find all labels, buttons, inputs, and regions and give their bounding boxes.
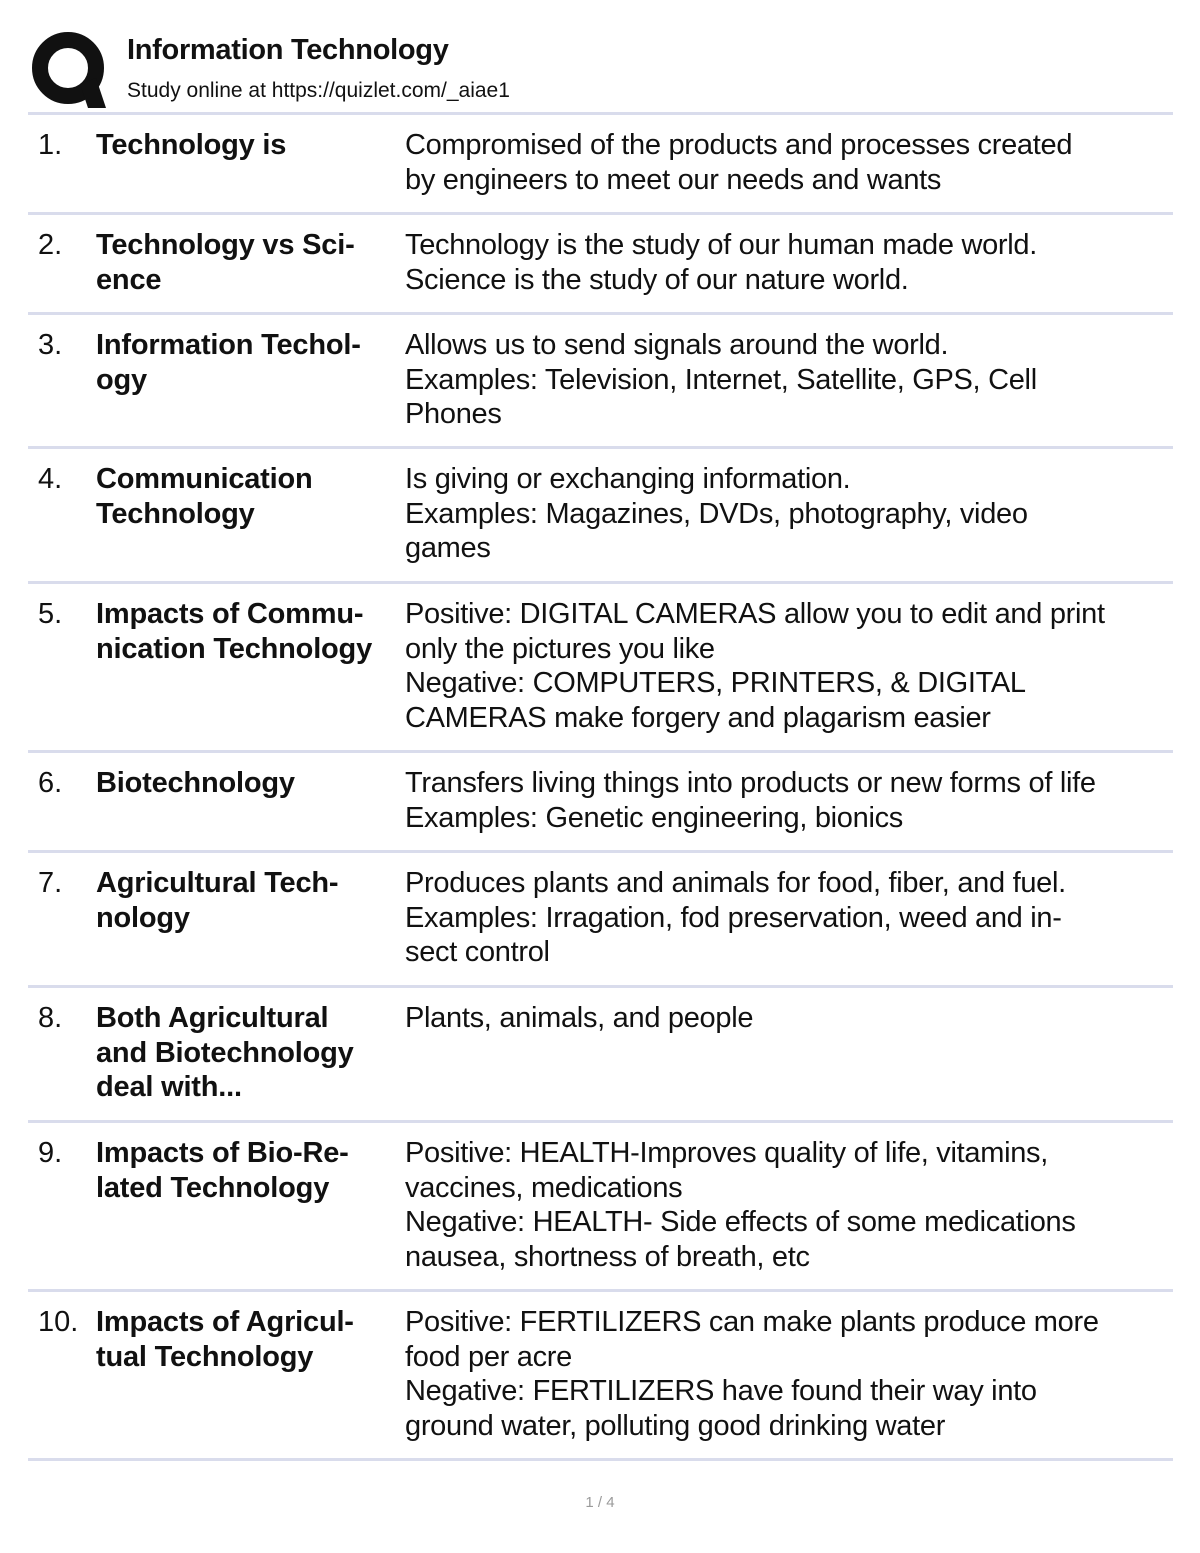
definition-cell	[405, 1305, 1170, 1443]
row-number: 2.	[38, 229, 63, 261]
page-number: 1 / 4	[585, 1494, 615, 1511]
table-row	[28, 853, 1173, 988]
term-cell	[96, 597, 396, 666]
definition-line: Phones	[405, 398, 502, 430]
term-cell	[96, 462, 396, 531]
term-line: deal with...	[96, 1071, 242, 1103]
term-cell	[96, 1305, 396, 1374]
row-number: 10.	[38, 1306, 79, 1338]
term-line: and Biotechnology	[96, 1036, 354, 1069]
flashcard-table	[28, 112, 1173, 1461]
term-cell	[96, 766, 396, 801]
definition-line: Examples: Irragation, fod preservation, weed and in-	[405, 901, 1062, 934]
definition-line: Examples: Television, Internet, Satellite, GPS, Cell	[405, 363, 1037, 396]
term-line: Both Agricultural	[96, 1002, 329, 1034]
table-row	[28, 584, 1173, 753]
term-line: tual Technology	[96, 1340, 314, 1373]
definition-line: food per acre	[405, 1340, 572, 1373]
term-line: ence	[96, 263, 162, 296]
definition-line: Positive: HEALTH-Improves quality of life, vitamins,	[405, 1137, 1049, 1169]
definition-cell	[405, 1001, 1170, 1036]
term-line: Communication	[96, 463, 313, 495]
term-cell	[96, 1136, 396, 1205]
definition-line: Negative: HEALTH- Side effects of some medications	[405, 1206, 1076, 1238]
definition-line: Allows us to send signals around the world.	[405, 329, 949, 361]
definition-line: Negative: FERTILIZERS have found their way into	[405, 1375, 1037, 1407]
term-line: nication Technology	[96, 632, 373, 665]
table-row	[28, 115, 1173, 215]
term-cell	[96, 1001, 396, 1105]
term-line: Technology	[96, 497, 255, 530]
table-row	[28, 315, 1173, 449]
term-line: Impacts of Commu-	[96, 598, 364, 630]
term-line: Agricultural Tech-	[96, 867, 339, 899]
definition-line: Technology is the study of our human made world.	[405, 229, 1038, 261]
definition-line: CAMERAS make forgery and plagarism easier	[405, 701, 991, 734]
definition-line: Examples: Genetic engineering, bionics	[405, 801, 903, 834]
term-line: Technology is	[96, 129, 287, 161]
definition-cell	[405, 128, 1170, 197]
row-number: 5.	[38, 598, 63, 630]
quizlet-logo-icon	[30, 30, 110, 110]
definition-line: Positive: DIGITAL CAMERAS allow you to edit and print	[405, 598, 1105, 630]
term-cell	[96, 128, 396, 163]
row-number: 9.	[38, 1137, 63, 1169]
term-line: nology	[96, 901, 190, 934]
definition-line: nausea, shortness of breath, etc	[405, 1240, 810, 1273]
definition-cell	[405, 1136, 1170, 1274]
row-number: 7.	[38, 867, 63, 899]
row-number: 8.	[38, 1002, 63, 1034]
definition-line: Is giving or exchanging information.	[405, 463, 851, 495]
definition-line: Compromised of the products and processes created	[405, 129, 1073, 161]
table-row	[28, 1123, 1173, 1292]
term-cell	[96, 228, 396, 297]
definition-cell	[405, 228, 1170, 297]
definition-line: games	[405, 532, 491, 564]
definition-cell	[405, 597, 1170, 735]
row-number: 1.	[38, 129, 63, 161]
definition-line: Transfers living things into products or new forms of life	[405, 767, 1096, 799]
page-header	[28, 28, 1173, 112]
definition-line: Positive: FERTILIZERS can make plants produce more	[405, 1306, 1099, 1338]
table-row	[28, 1292, 1173, 1461]
table-row	[28, 215, 1173, 315]
term-line: ogy	[96, 363, 147, 396]
term-cell	[96, 866, 396, 935]
definition-cell	[405, 328, 1170, 432]
definition-cell	[405, 866, 1170, 970]
term-cell	[96, 328, 396, 397]
definition-line: only the pictures you like	[405, 632, 715, 665]
row-number: 4.	[38, 463, 63, 495]
definition-line: Plants, animals, and people	[405, 1002, 754, 1034]
definition-line: Examples: Magazines, DVDs, photography, video	[405, 497, 1028, 530]
definition-cell	[405, 766, 1170, 835]
definition-line: Produces plants and animals for food, fiber, and fuel.	[405, 867, 1066, 899]
definition-cell	[405, 462, 1170, 566]
definition-line: by engineers to meet our needs and wants	[405, 163, 942, 196]
table-row	[28, 988, 1173, 1123]
term-line: Impacts of Bio-Re-	[96, 1137, 349, 1169]
study-link[interactable]: Study online at https://quizlet.com/_aiae1	[127, 79, 510, 102]
table-row	[28, 449, 1173, 584]
definition-line: ground water, polluting good drinking water	[405, 1409, 946, 1442]
term-line: Technology vs Sci-	[96, 229, 355, 261]
row-number: 3.	[38, 329, 63, 361]
term-line: Impacts of Agricul-	[96, 1306, 354, 1338]
row-number: 6.	[38, 767, 63, 799]
table-row	[28, 753, 1173, 853]
term-line: lated Technology	[96, 1171, 330, 1204]
page-title: Information Technology	[127, 34, 449, 66]
definition-line: Science is the study of our nature world.	[405, 263, 909, 296]
definition-line: sect control	[405, 936, 550, 968]
term-line: Biotechnology	[96, 767, 295, 799]
term-line: Information Techol-	[96, 329, 361, 361]
definition-line: Negative: COMPUTERS, PRINTERS, & DIGITAL	[405, 667, 1026, 699]
definition-line: vaccines, medications	[405, 1171, 683, 1204]
